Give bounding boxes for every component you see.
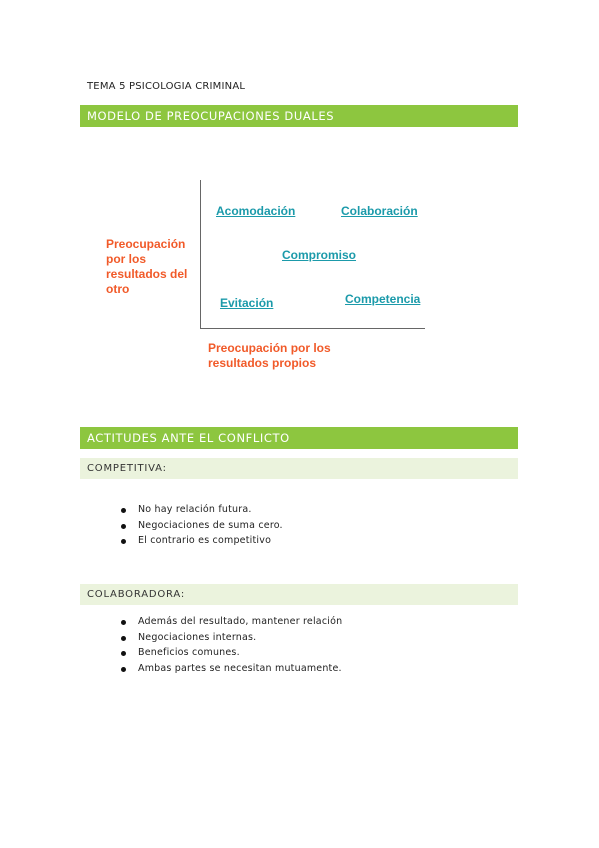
section-title-modelo: MODELO DE PREOCUPACIONES DUALES <box>80 105 518 127</box>
x-axis-line <box>200 328 425 329</box>
page-header: TEMA 5 PSICOLOGIA CRIMINAL <box>87 81 246 92</box>
subsection-title-competitiva: COMPETITIVA: <box>80 458 518 479</box>
colaboradora-list <box>118 614 342 676</box>
y-axis-line <box>200 180 201 328</box>
dual-concern-diagram <box>0 0 599 400</box>
list-item: Negociaciones de suma cero. <box>118 518 283 534</box>
y-axis-label <box>106 237 187 297</box>
y-axis-label-line: Preocupación <box>106 237 186 251</box>
y-axis-label-line: otro <box>106 282 130 296</box>
x-axis-label-line: resultados propios <box>208 356 317 370</box>
list-item: Negociaciones internas. <box>118 630 342 646</box>
list-item: No hay relación futura. <box>118 502 283 518</box>
list-item: Beneficios comunes. <box>118 645 342 661</box>
quadrant-colaboracion[interactable]: Colaboración <box>341 204 418 218</box>
quadrant-acomodacion[interactable]: Acomodación <box>216 204 296 218</box>
competitiva-list <box>118 502 283 549</box>
subsection-title-colaboradora: COLABORADORA: <box>80 584 518 605</box>
x-axis-label <box>208 341 331 371</box>
x-axis-label-line: Preocupación por los <box>208 341 331 355</box>
quadrant-competencia[interactable]: Competencia <box>345 292 421 306</box>
section-title-actitudes: ACTITUDES ANTE EL CONFLICTO <box>80 427 518 449</box>
list-item: Además del resultado, mantener relación <box>118 614 342 630</box>
list-item: El contrario es competitivo <box>118 533 283 549</box>
y-axis-label-line: resultados del <box>106 267 188 281</box>
quadrant-compromiso[interactable]: Compromiso <box>282 248 357 262</box>
list-item: Ambas partes se necesitan mutuamente. <box>118 661 342 677</box>
quadrant-evitacion[interactable]: Evitación <box>220 296 274 310</box>
y-axis-label-line: por los <box>106 252 147 266</box>
